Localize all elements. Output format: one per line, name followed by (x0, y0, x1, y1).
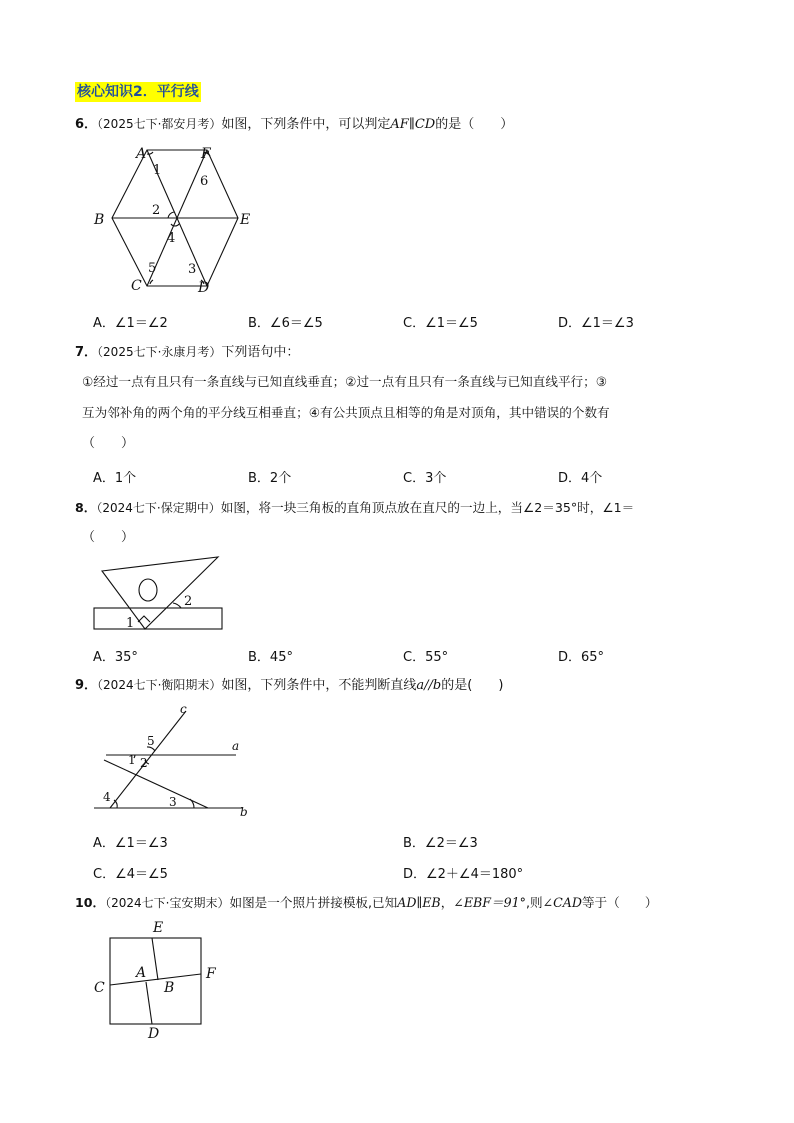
angle-2-label: 2 (184, 594, 193, 609)
line-c-label: c (180, 702, 187, 716)
question-7-stem (75, 343, 299, 362)
angle-4-label: 4 (167, 231, 176, 246)
stem-text: 下列语句中： (221, 345, 300, 360)
label-D: D (148, 1026, 160, 1042)
option-c[interactable]: C．∠4＝∠5 (93, 867, 168, 882)
question-6-stem (75, 115, 513, 134)
angle-1-label: 1 (153, 163, 162, 178)
stem-text: ,则 (525, 895, 543, 910)
angle-3-label: 3 (188, 262, 197, 277)
question-number: 8． (75, 500, 97, 515)
stem-text: 的是（ ） (435, 117, 514, 132)
stem-math: AD∥EB (397, 895, 441, 910)
option-c[interactable]: C．∠1＝∠5 (403, 316, 478, 331)
stem-text: 如图，下列条件中，不能判断直线 (221, 678, 417, 693)
stem-text: ， (440, 895, 454, 910)
option-b[interactable]: B．∠6＝∠5 (248, 316, 323, 331)
angle-4-label: 4 (103, 790, 111, 804)
question-number: 7． (75, 345, 98, 360)
question-source: （2024七下·宝安期末） (105, 896, 230, 910)
label-B: B (94, 212, 105, 228)
stem-math: AF∥CD (390, 117, 436, 132)
stem-text: 的是( ) (441, 678, 504, 693)
line-a-label: a (232, 739, 240, 753)
question-8-stem-line2: （ ） (82, 530, 135, 545)
question-number: 6． (75, 117, 98, 132)
question-source: （2024七下·衡阳期末） (97, 678, 222, 692)
parallel-lines-figure (90, 702, 260, 822)
option-b[interactable]: B．45° (248, 650, 293, 665)
question-8-stem (75, 499, 634, 517)
stem-math: ∠EBF＝91° (453, 895, 526, 910)
option-c[interactable]: C．3个 (403, 471, 447, 486)
line-b-label: b (240, 805, 248, 819)
label-C: C (94, 980, 105, 996)
option-d[interactable]: D．4个 (558, 471, 603, 486)
option-b[interactable]: B．∠2＝∠3 (403, 836, 478, 851)
stem-math: a//b (416, 678, 442, 693)
angle-5-label: 5 (147, 734, 155, 748)
question-9-stem (75, 676, 503, 695)
option-c[interactable]: C．55° (403, 650, 449, 665)
angle-2-label: 2 (152, 203, 161, 218)
option-d[interactable]: D．∠1＝∠3 (558, 316, 634, 331)
photo-template-figure (90, 918, 230, 1043)
label-D: D (198, 280, 210, 296)
triangle-ruler-figure (90, 552, 230, 637)
option-d[interactable]: D．65° (558, 650, 605, 665)
hexagon-figure (90, 140, 260, 300)
angle-6-label: 6 (200, 174, 209, 189)
label-A: A (136, 146, 147, 162)
label-E: E (153, 920, 164, 936)
question-7-body-line3: （ ） (82, 436, 135, 451)
angle-3-label: 3 (169, 795, 177, 809)
question-source: （2025七下·永康月考） (97, 345, 222, 359)
label-B: B (164, 980, 175, 996)
option-a[interactable]: A．1个 (93, 471, 137, 486)
stem-math: ∠CAD (542, 895, 582, 910)
stem-text: 如图，将一块三角板的直角顶点放在直尺的一边上，当∠2＝35°时，∠1＝ (220, 500, 635, 515)
label-A: A (136, 965, 147, 981)
label-F: F (206, 966, 216, 982)
angle-5-label: 5 (148, 261, 157, 276)
label-C: C (131, 278, 142, 294)
question-number: 9． (75, 678, 98, 693)
question-source: （2025七下·都安月考） (97, 117, 222, 131)
label-F: F (201, 146, 211, 162)
question-7-body-line1: ①经过一点有且只有一条直线与已知直线垂直；②过一点有且只有一条直线与已知直线平行；③ (82, 374, 608, 389)
option-a[interactable]: A．∠1＝∠3 (93, 836, 168, 851)
angle-1-label: 1 (126, 616, 135, 631)
question-source: （2024七下·保定期中） (96, 501, 221, 515)
question-10-stem (75, 894, 658, 912)
label-E: E (240, 212, 251, 228)
section-title: 核心知识2．平行线 (77, 84, 199, 100)
angle-1-label: 1 (128, 753, 136, 767)
question-7-body-line2: 互为邻补角的两个角的平分线互相垂直；④有公共顶点且相等的角是对顶角，其中错误的个数有 (82, 405, 610, 420)
option-a[interactable]: A．∠1＝∠2 (93, 316, 168, 331)
option-d[interactable]: D．∠2＋∠4＝180° (403, 867, 524, 882)
option-a[interactable]: A．35° (93, 650, 138, 665)
stem-text: 如图是一个照片拼接模板,已知 (229, 895, 398, 910)
angle-2-label: 2 (140, 756, 148, 770)
stem-text: 等于（ ） (581, 895, 658, 910)
question-number: 10． (75, 895, 106, 910)
stem-text: 如图，下列条件中，可以判定 (221, 117, 391, 132)
option-b[interactable]: B．2个 (248, 471, 292, 486)
